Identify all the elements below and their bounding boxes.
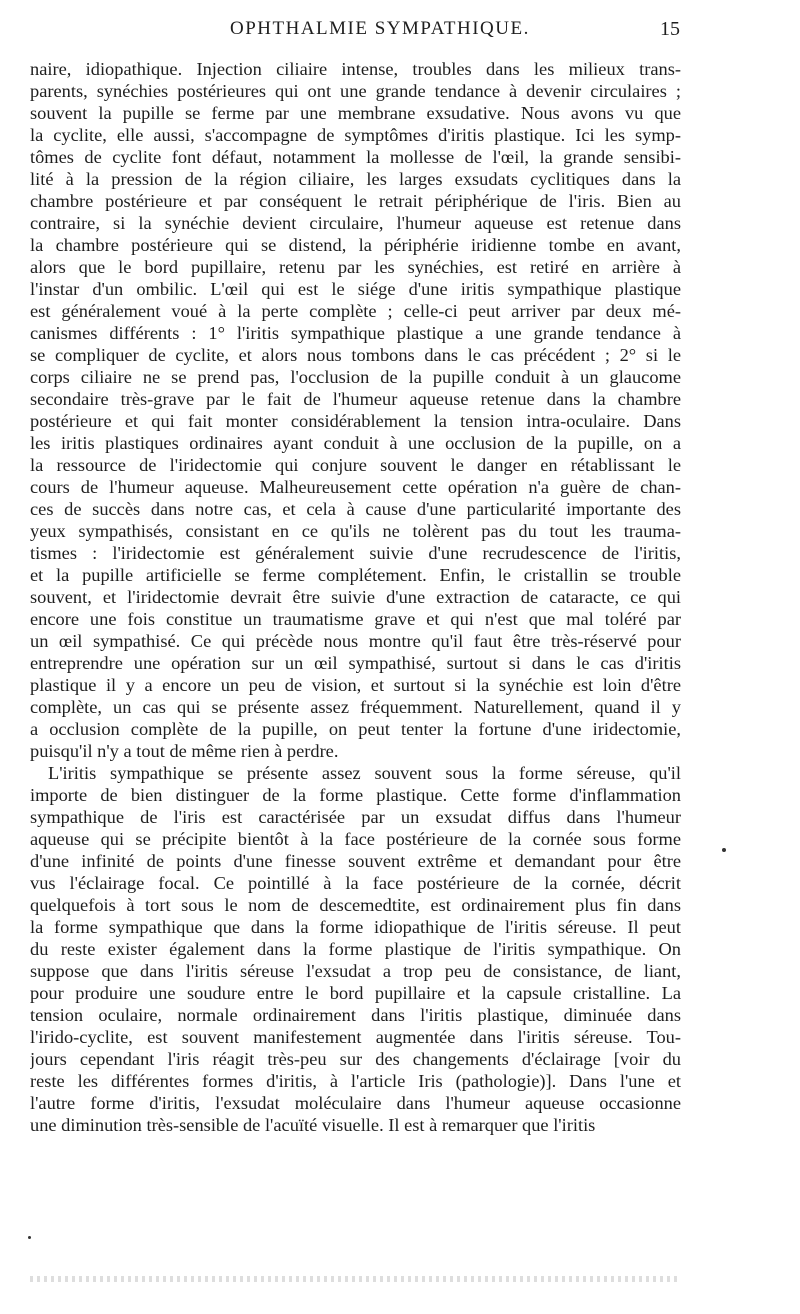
text-line: souvent, et l'iridectomie devrait être suivie d'une extraction de cataracte, ce qui (30, 587, 681, 607)
text-line: l'irido-cyclite, est souvent manifestement augmentée dans l'iritis séreuse. Tou- (30, 1027, 681, 1047)
margin-speck (28, 1236, 31, 1239)
text-line: l'instar d'un ombilic. L'œil qui est le siége d'une iritis sympathique plastique (30, 279, 681, 299)
text-line: tension oculaire, normale ordinairement dans l'iritis plastique, diminuée dans (30, 1005, 681, 1025)
text-line: du reste exister également dans la forme plastique de l'iritis sympathique. On (30, 939, 681, 959)
text-line: secondaire très-grave par le fait de l'humeur aqueuse retenue dans la chambre (30, 389, 681, 409)
text-line: et la pupille artificielle se ferme complétement. Enfin, le cristallin se trouble (30, 565, 681, 585)
text-line: yeux sympathisés, consistant en ce qu'ils ne tolèrent pas du tout les trauma- (30, 521, 681, 541)
text-line: complète, un cas qui se présente assez fréquemment. Naturellement, quand il y (30, 697, 681, 717)
text-line: d'une infinité de points d'une finesse souvent extrême et demandant pour être (30, 851, 681, 871)
text-line: plastique il y a encore un peu de vision, et surtout si la synéchie est loin d'être (30, 675, 681, 695)
text-line: corps ciliaire ne se prend pas, l'occlusion de la pupille conduit à un glaucome (30, 367, 681, 387)
text-line: tômes de cyclite font défaut, notamment la mollesse de l'œil, la grande sensibi- (30, 147, 681, 167)
running-head-title: OPHTHALMIE SYMPATHIQUE. (230, 18, 530, 39)
text-line: naire, idiopathique. Injection ciliaire intense, troubles dans les milieux trans- (30, 59, 681, 79)
margin-speck (722, 848, 726, 852)
text-line: lité à la pression de la région ciliaire, les larges exsudats cyclitiques dans la (30, 169, 681, 189)
text-line: sympathique de l'iris est caractérisée par un exsudat diffus dans l'humeur (30, 807, 681, 827)
text-line: importe de bien distinguer de la forme plastique. Cette forme d'inflammation (30, 785, 681, 805)
text-line: les iritis plastiques ordinaires ayant conduit à une occlusion de la pupille, on a (30, 433, 681, 453)
show-through-text (30, 1276, 680, 1282)
page-number: 15 (660, 18, 680, 40)
text-line: canismes différents : 1° l'iritis sympathique plastique a une grande tendance à (30, 323, 681, 343)
text-line: aqueuse qui se précipite bientôt à la face postérieure de la cornée sous forme (30, 829, 681, 849)
text-line: ces de succès dans notre cas, et cela à cause d'une particularité importante des (30, 499, 681, 519)
text-line: un œil sympathisé. Ce qui précède nous montre qu'il faut être très-réservé pour (30, 631, 681, 651)
text-line: postérieure et qui fait monter considérablement la tension intra-oculaire. Dans (30, 411, 681, 431)
text-line: la ressource de l'iridectomie qui conjure souvent le danger en rétablissant le (30, 455, 681, 475)
text-line: la chambre postérieure qui se distend, la périphérie iridienne tombe en avant, (30, 235, 681, 255)
text-line: entreprendre une opération sur un œil sympathisé, surtout si dans le cas d'iritis (30, 653, 681, 673)
text-line: alors que le bord pupillaire, retenu par les synéchies, est retiré en arrière à (30, 257, 681, 277)
text-line: parents, synéchies postérieures qui ont une grande tendance à devenir circulaires ; (30, 81, 681, 101)
text-line: tismes : l'iridectomie est généralement suivie d'une recrudescence de l'iritis, (30, 543, 681, 563)
text-line: la cyclite, elle aussi, s'accompagne de symptômes d'iritis plastique. Ici les symp- (30, 125, 681, 145)
text-line: suppose que dans l'iritis séreuse l'exsudat a trop peu de consistance, de liant, (30, 961, 681, 981)
text-line: contraire, si la synéchie devient circulaire, l'humeur aqueuse est retenue dans (30, 213, 681, 233)
text-line: quelquefois à tort sous le nom de descemedtite, est ordinairement plus fin dans (30, 895, 681, 915)
text-line: est généralement voué à la perte complète ; celle-ci peut arriver par deux mé- (30, 301, 681, 321)
text-line: la forme sympathique que dans la forme idiopathique de l'iritis séreuse. Il peut (30, 917, 681, 937)
text-line: reste les différentes formes d'iritis, à l'article Iris (pathologie)]. Dans l'une et (30, 1071, 681, 1091)
body-text (30, 58, 681, 1136)
text-line: souvent la pupille se ferme par une membrane exsudative. Nous avons vu que (30, 103, 681, 123)
text-line: l'autre forme d'iritis, l'exsudat moléculaire dans l'humeur aqueuse occasionne (30, 1093, 681, 1113)
text-line: a occlusion complète de la pupille, on peut tenter la fortune d'une iridectomie, (30, 719, 681, 739)
text-line: vus l'éclairage focal. Ce pointillé à la face postérieure de la cornée, décrit (30, 873, 681, 893)
text-line: encore une fois constitue un traumatisme grave et qui n'est que mal toléré par (30, 609, 681, 629)
paragraph-2 (30, 762, 681, 1136)
text-line: pour produire une soudure entre le bord pupillaire et la capsule cristalline. La (30, 983, 681, 1003)
paragraph-1 (30, 58, 681, 762)
text-line: chambre postérieure et par conséquent le retrait périphérique de l'iris. Bien au (30, 191, 681, 211)
text-line: une diminution très-sensible de l'acuïté visuelle. Il est à remarquer que l'iritis (30, 1115, 596, 1135)
text-line: L'iritis sympathique se présente assez souvent sous la forme séreuse, qu'il (48, 763, 681, 783)
text-line: puisqu'il n'y a tout de même rien à perdre. (30, 741, 339, 761)
text-line: se compliquer de cyclite, et alors nous tombons dans le cas précédent ; 2° si le (30, 345, 681, 365)
text-line: cours de l'humeur aqueuse. Malheureusement cette opération n'a guère de chan- (30, 477, 681, 497)
text-line: jours cependant l'iris réagit très-peu sur des changements d'éclairage [voir du (30, 1049, 681, 1069)
